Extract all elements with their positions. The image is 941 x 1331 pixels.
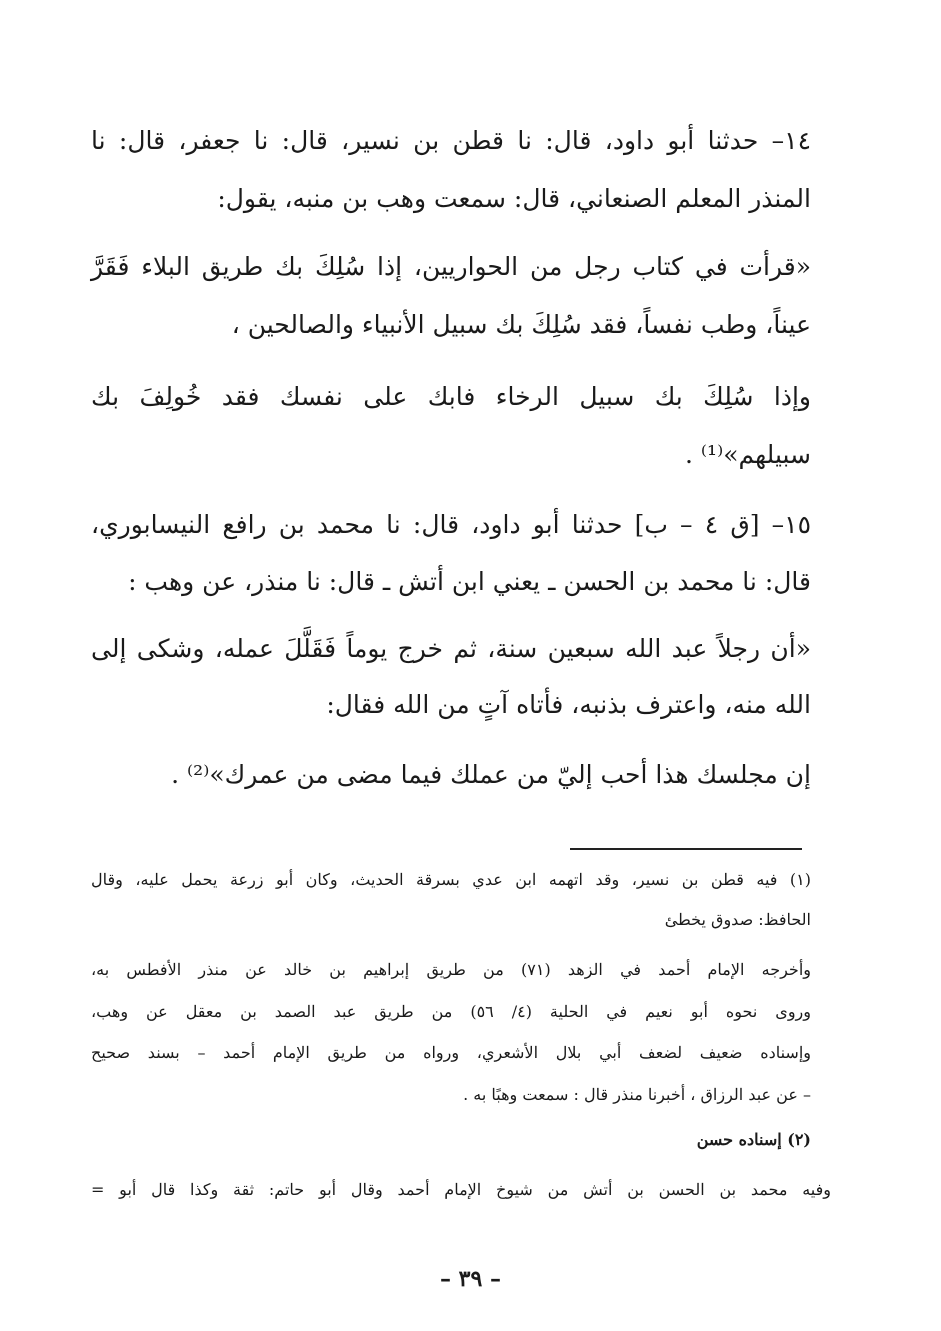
footnote-separator: [570, 848, 802, 850]
footnote-2-heading: (٢) إسناده حسن: [696, 1130, 811, 1149]
hadith-15-line-2: قال: نا محمد بن الحسن ـ يعني ابن أتش ـ قال: نا منذر، عن وهب :: [128, 567, 811, 596]
footnote-1-line-4: وروى نحوه أبو نعيم في الحلية (٤/ ٥٦) من طريق عبد الصمد بن معقل عن وهب،: [91, 1002, 811, 1021]
footnote-1-line-2: الحافظ: صدوق يخطئ: [664, 910, 811, 929]
hadith-14-quote-line-2: عيناً، وطب نفساً، فقد سُلِكَ بك سبيل الأنبياء والصالحين ،: [231, 310, 811, 339]
footnote-1-line-1: (١) فيه قطن بن نسير، وقد اتهمه ابن عدي بسرقة الحديث، وكان أبو زرعة يحمل عليه، وقال: [91, 870, 811, 889]
hadith-15-quote-line-2: الله منه، واعترف بذنبه، فأتاه آتٍ من الله فقال:: [326, 690, 811, 719]
hadith-14-line-2: المنذر المعلم الصنعاني، قال: سمعت وهب بن منبه، يقول:: [217, 184, 811, 213]
hadith-14-quote-line-1: «قرأت في كتاب رجل من الحواريين، إذا سُلِكَ بك طريق البلاء فَقَرَّ: [91, 252, 811, 281]
hadith-14-quote-line-4: سبيلهم»⁽¹⁾ .: [685, 440, 811, 469]
footnote-1-line-5: وإسناده ضعيف لضعف أبي بلال الأشعري، ورواه من طريق الإمام أحمد – بسند صحيح: [91, 1043, 811, 1062]
footnote-1-line-3: وأخرجه الإمام أحمد في الزهد (٧١) من طريق إبراهيم بن خالد عن منذر الأفطس به،: [91, 960, 811, 979]
footnote-1-line-6: – عن عبد الرزاق ، أخبرنا منذر قال : سمعت وهبًا به .: [463, 1085, 811, 1104]
page-number: – ٣٩ –: [440, 1266, 501, 1292]
hadith-15-line-1: ١٥– [ق ٤ – ب] حدثنا أبو داود، قال: نا محمد بن رافع النيسابوري،: [91, 510, 811, 539]
hadith-14-line-1: ١٤– حدثنا أبو داود، قال: نا قطن بن نسير، قال: نا جعفر، قال: نا: [91, 126, 811, 155]
hadith-14-quote-line-3: وإذا سُلِكَ بك سبيل الرخاء فابك على نفسك فقد خُولِفَ بك: [91, 382, 811, 411]
hadith-15-quote-line-1: «أن رجلاً عبد الله سبعين سنة، ثم خرج يوماً فَقَلَّلَ عمله، وشكى إلى: [91, 634, 811, 663]
hadith-15-quote-line-3: إن مجلسك هذا أحب إليّ من عملك فيما مضى من عمرك»⁽²⁾ .: [171, 760, 811, 789]
footnote-2-line-1: وفيه محمد بن الحسن بن أتش من شيوخ الإمام أحمد وقال أبو حاتم: ثقة وكذا قال أبو =: [91, 1180, 831, 1199]
